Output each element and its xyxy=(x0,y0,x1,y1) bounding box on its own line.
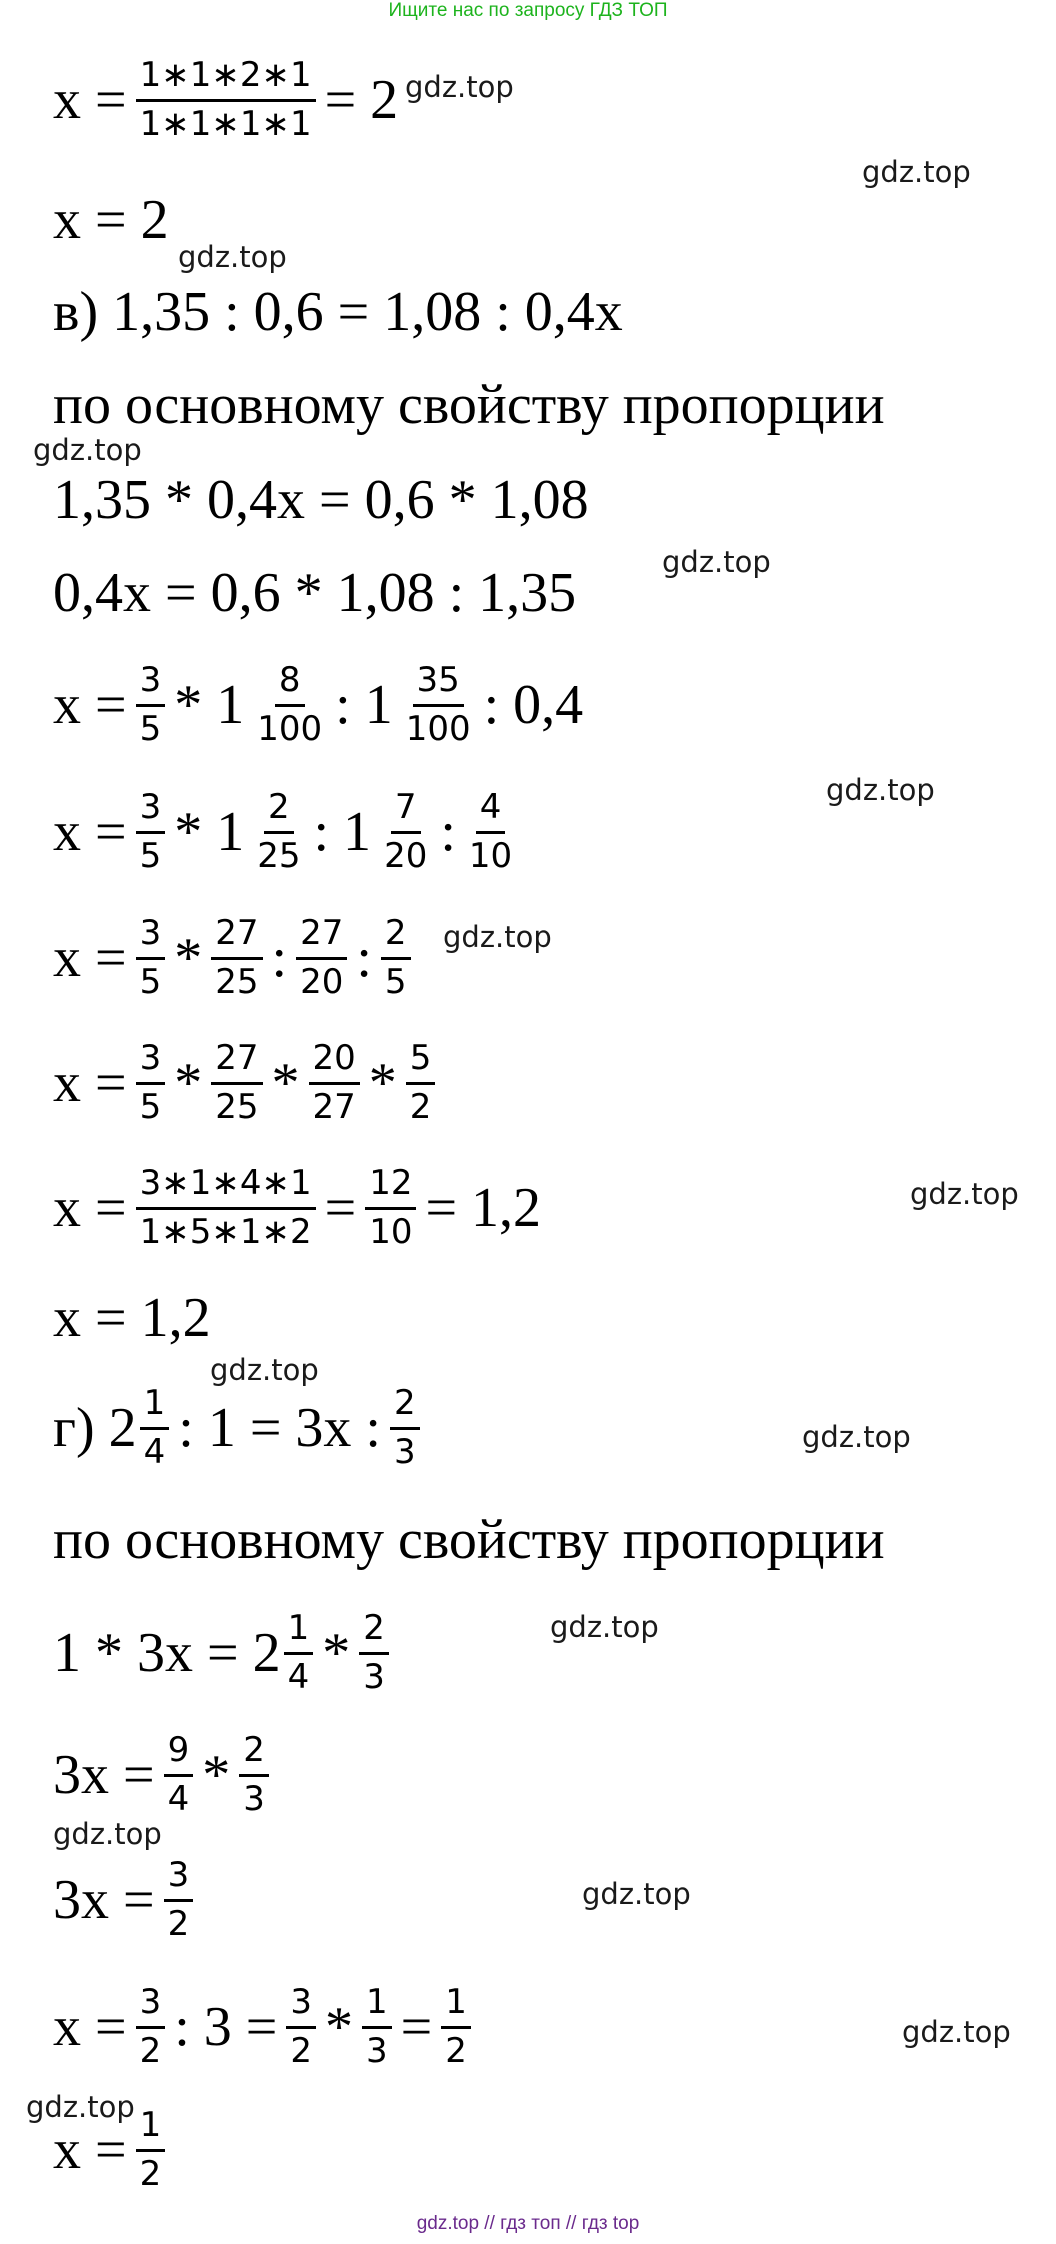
expr-text: = 1,2 xyxy=(425,1177,542,1239)
denominator: 3 xyxy=(393,1431,416,1472)
watermark: gdz.top xyxy=(550,1610,659,1644)
denominator: 4 xyxy=(143,1431,166,1472)
numerator: 2 xyxy=(239,1731,269,1776)
expr-text: 1 * 3x = 2 xyxy=(53,1622,281,1684)
denominator: 10 xyxy=(369,1211,413,1252)
numerator: 3 xyxy=(136,661,166,706)
expr-text: : 3 = xyxy=(174,1996,278,2058)
denominator: 5 xyxy=(139,961,162,1002)
statement-text: по основному свойству пропорции xyxy=(53,374,885,436)
math-line-19 xyxy=(50,2100,171,2200)
fraction xyxy=(136,914,166,1001)
expr-text: * 1 xyxy=(174,674,245,736)
math-line-12 xyxy=(50,1268,214,1368)
watermark: gdz.top xyxy=(443,920,552,954)
denominator: 25 xyxy=(257,835,301,876)
numerator: 4 xyxy=(476,788,506,833)
fraction xyxy=(309,1039,360,1126)
numerator: 3 xyxy=(286,1983,316,2028)
watermark: gdz.top xyxy=(405,70,514,104)
fraction xyxy=(402,661,475,748)
math-line-18 xyxy=(50,1977,477,2077)
denominator: 10 xyxy=(468,835,513,876)
expr-text: 1,35 * 0,4x = 0,6 * 1,08 xyxy=(53,469,589,531)
watermark: gdz.top xyxy=(178,240,287,274)
fraction xyxy=(465,788,516,875)
expr-text: x = xyxy=(53,69,127,131)
watermark: gdz.top xyxy=(33,433,142,467)
expr-text: * 1 xyxy=(174,801,245,863)
denominator: 2 xyxy=(290,2030,313,2071)
numerator: 35 xyxy=(413,661,464,706)
denominator: 25 xyxy=(215,1086,259,1127)
denominator: 4 xyxy=(287,1656,310,1697)
fraction xyxy=(296,914,347,1001)
denominator: 5 xyxy=(139,708,162,749)
denominator: 100 xyxy=(257,708,323,749)
math-line-15 xyxy=(50,1603,395,1703)
math-line-16 xyxy=(50,1725,275,1825)
expr-text: * xyxy=(271,1052,300,1114)
numerator: 5 xyxy=(406,1039,436,1084)
expr-text: г) 2 xyxy=(53,1397,137,1459)
watermark: gdz.top xyxy=(53,1817,162,1851)
expr-text: : xyxy=(440,801,456,863)
fraction xyxy=(239,1731,269,1818)
statement-text: по основному свойству пропорции xyxy=(53,1509,885,1571)
expr-text: в) 1,35 : 0,6 = 1,08 : 0,4x xyxy=(53,281,623,343)
denominator: 5 xyxy=(384,961,407,1002)
fraction xyxy=(136,1164,316,1251)
footer-links[interactable]: gdz.top // гдз топ // гдз top xyxy=(416,2213,640,2234)
expr-text: x = xyxy=(53,2119,127,2181)
numerator: 2 xyxy=(381,914,411,959)
expr-text: x = xyxy=(53,801,127,863)
expr-text: * xyxy=(322,1622,351,1684)
expr-text: = xyxy=(324,1177,357,1239)
denominator: 4 xyxy=(167,1778,190,1819)
numerator: 1 xyxy=(362,1983,392,2028)
watermark: gdz.top xyxy=(902,2015,1011,2049)
watermark: gdz.top xyxy=(26,2090,135,2124)
fraction xyxy=(359,1609,389,1696)
expr-text: : xyxy=(271,927,288,989)
denominator: 20 xyxy=(300,961,344,1002)
numerator: 1 xyxy=(441,1983,471,2028)
numerator: 7 xyxy=(391,788,421,833)
math-line-8 xyxy=(50,782,522,882)
denominator: 1∗1∗1∗1 xyxy=(139,103,312,144)
numerator: 8 xyxy=(275,661,305,706)
numerator: 20 xyxy=(309,1039,360,1084)
math-line-7 xyxy=(50,655,586,755)
expr-text: x = xyxy=(53,1052,127,1114)
math-line-10 xyxy=(50,1033,441,1133)
fraction xyxy=(286,1983,316,2070)
expr-text: 3x = xyxy=(53,1869,155,1931)
numerator: 1 xyxy=(136,2106,166,2151)
expr-text: = 2 xyxy=(324,69,399,131)
denominator: 5 xyxy=(139,835,162,876)
numerator: 9 xyxy=(164,1731,194,1776)
statement-line-4 xyxy=(50,355,888,455)
expr-text: : 0,4 xyxy=(483,674,584,736)
expr-text: : xyxy=(356,927,372,989)
fraction xyxy=(441,1983,471,2070)
expr-text: 0,4x = 0,6 * 1,08 : 1,35 xyxy=(53,562,577,624)
numerator: 3 xyxy=(136,1039,166,1084)
expr-text: * xyxy=(368,1052,397,1114)
math-line-1 xyxy=(50,50,401,150)
expr-text: * xyxy=(174,927,203,989)
numerator: 27 xyxy=(211,914,262,959)
fraction xyxy=(211,1039,262,1126)
watermark: gdz.top xyxy=(802,1420,911,1454)
fraction xyxy=(136,56,316,143)
math-line-17 xyxy=(50,1850,199,1950)
expr-text: : 1 = 3x : xyxy=(178,1397,381,1459)
denominator: 100 xyxy=(405,708,471,749)
watermark: gdz.top xyxy=(826,773,935,807)
numerator: 3 xyxy=(164,1856,194,1901)
math-line-13 xyxy=(50,1378,426,1478)
watermark: gdz.top xyxy=(910,1177,1019,1211)
expr-text: 3x = xyxy=(53,1744,155,1806)
numerator: 1 xyxy=(284,1609,314,1654)
fraction xyxy=(381,914,411,1001)
fraction xyxy=(164,1856,194,1943)
fraction xyxy=(211,914,262,1001)
statement-line-14 xyxy=(50,1490,888,1590)
math-line-3 xyxy=(50,262,626,362)
expr-text: * xyxy=(174,1052,203,1114)
numerator: 1 xyxy=(140,1384,170,1429)
fraction xyxy=(390,1384,420,1471)
fraction xyxy=(140,1384,170,1471)
numerator: 3 xyxy=(136,788,166,833)
expr-text: x = xyxy=(53,1177,127,1239)
watermark: gdz.top xyxy=(210,1353,319,1387)
math-line-9 xyxy=(50,908,417,1008)
denominator: 1∗5∗1∗2 xyxy=(139,1211,312,1252)
numerator: 3∗1∗4∗1 xyxy=(136,1164,316,1209)
denominator: 27 xyxy=(312,1086,356,1127)
fraction xyxy=(136,1983,166,2070)
fraction xyxy=(406,1039,436,1126)
denominator: 5 xyxy=(139,1086,162,1127)
fraction xyxy=(362,1983,392,2070)
math-line-11 xyxy=(50,1158,544,1258)
numerator: 2 xyxy=(390,1384,420,1429)
fraction xyxy=(365,1164,416,1251)
math-line-6 xyxy=(50,543,579,643)
expr-text: x = xyxy=(53,927,127,989)
denominator: 2 xyxy=(139,2030,162,2071)
fraction xyxy=(253,788,304,875)
denominator: 20 xyxy=(384,835,428,876)
watermark: gdz.top xyxy=(582,1877,691,1911)
fraction xyxy=(253,661,326,748)
denominator: 3 xyxy=(363,1656,385,1697)
expr-text: : 1 xyxy=(313,801,372,863)
numerator: 3 xyxy=(136,914,166,959)
fraction xyxy=(136,1039,166,1126)
fraction xyxy=(136,788,166,875)
expr-text: x = xyxy=(53,1996,127,2058)
search-banner[interactable]: Ищите нас по запросу ГДЗ ТОП xyxy=(388,0,668,21)
numerator: 1∗1∗2∗1 xyxy=(136,56,316,101)
math-line-2 xyxy=(50,170,172,270)
denominator: 2 xyxy=(139,2153,162,2194)
expr-text: * xyxy=(325,1996,354,2058)
denominator: 2 xyxy=(167,1903,190,1944)
watermark: gdz.top xyxy=(662,545,771,579)
expr-text: x = xyxy=(53,674,127,736)
expr-text: * xyxy=(202,1744,231,1806)
fraction xyxy=(136,661,166,748)
numerator: 27 xyxy=(296,914,347,959)
numerator: 27 xyxy=(211,1039,262,1084)
denominator: 2 xyxy=(409,1086,432,1127)
fraction xyxy=(164,1731,194,1818)
denominator: 3 xyxy=(366,2030,388,2071)
denominator: 25 xyxy=(215,961,259,1002)
expr-text: x = 1,2 xyxy=(53,1287,211,1349)
expr-text: x = 2 xyxy=(53,189,169,251)
numerator: 12 xyxy=(365,1164,416,1209)
denominator: 3 xyxy=(243,1778,265,1819)
fraction xyxy=(380,788,431,875)
numerator: 3 xyxy=(136,1983,166,2028)
expr-text: : 1 xyxy=(335,674,393,736)
expr-text: = xyxy=(400,1996,433,2058)
watermark: gdz.top xyxy=(862,155,971,189)
denominator: 2 xyxy=(445,2030,467,2071)
fraction xyxy=(136,2106,166,2193)
fraction xyxy=(284,1609,314,1696)
numerator: 2 xyxy=(359,1609,389,1654)
math-line-5 xyxy=(50,450,592,550)
numerator: 2 xyxy=(264,788,294,833)
